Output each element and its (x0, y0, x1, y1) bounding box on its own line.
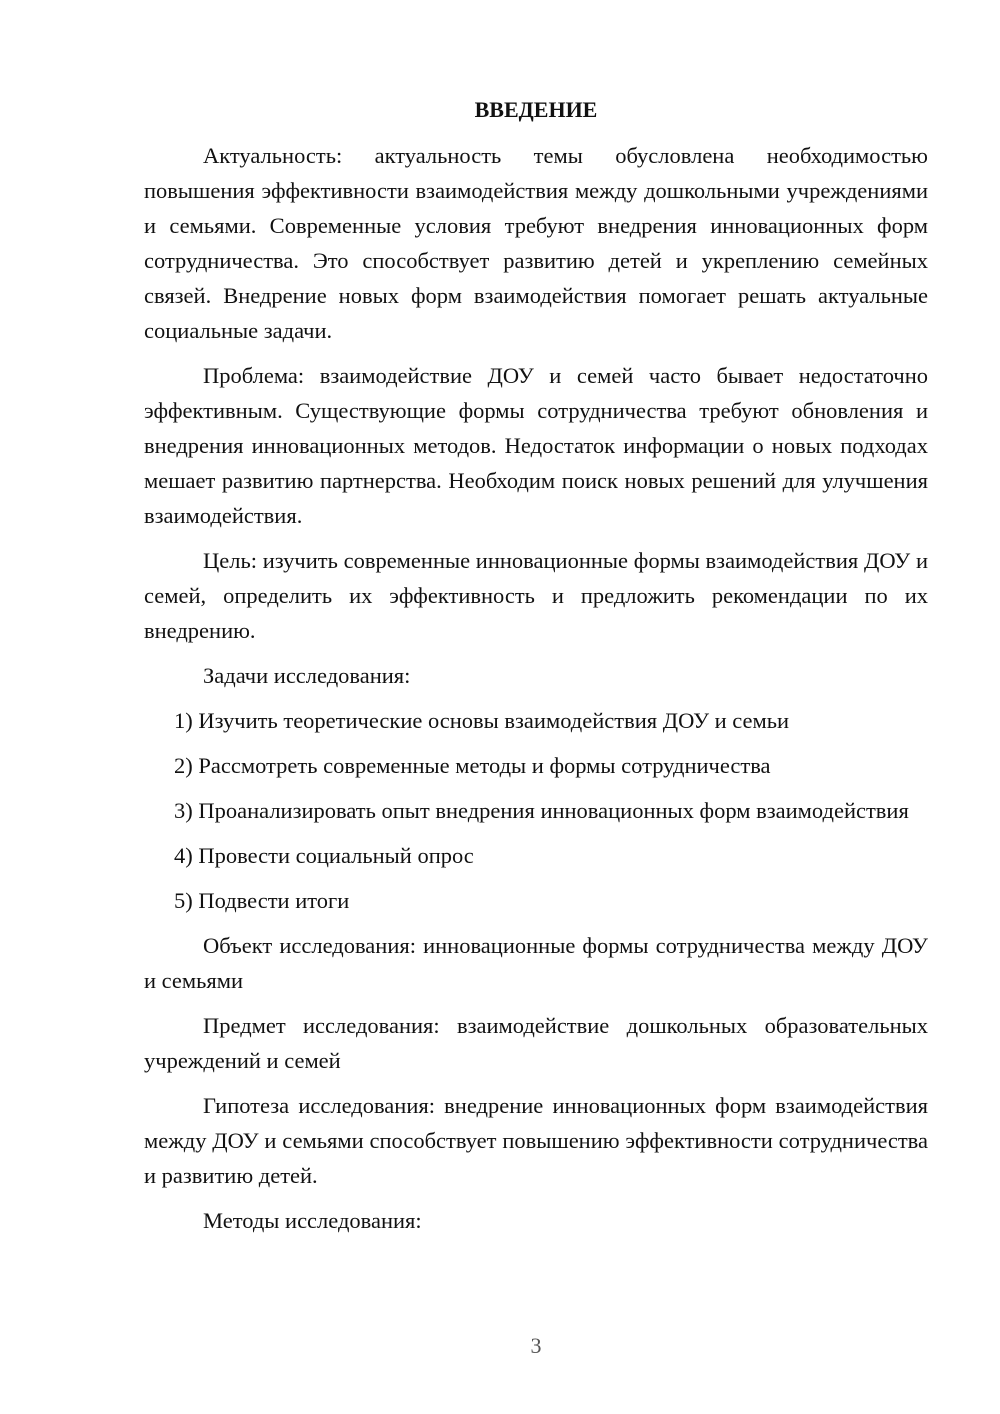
paragraph-goal: Цель: изучить современные инновационные формы взаимодействия ДОУ и семей, определить их эффективность и предложить рекомендации по их внедрению. (144, 548, 928, 643)
paragraph-methods: Методы исследования: (203, 1208, 422, 1233)
paragraph-problem: Проблема: взаимодействие ДОУ и семей часто бывает недостаточно эффективным. Существующие формы сотрудничества требуют обновления и внедрения инновационных методов. Недостаток информации о новых подходах мешает развитию партнерства. Необходим поиск новых решений для улучшения взаимодействия. (144, 363, 928, 528)
task-item-1: 1) Изучить теоретические основы взаимодействия ДОУ и семьи (174, 708, 790, 733)
paragraph-object: Объект исследования: инновационные формы сотрудничества между ДОУ и семьями (144, 933, 928, 993)
paragraph-relevance: Актуальность: актуальность темы обусловлена необходимостью повышения эффективности взаимодействия между дошкольными учреждениями и семьями. Современные условия требуют внедрения инновационных форм сотрудничества. Это способствует развитию детей и укреплению семейных связей. Внедрение новых форм взаимодействия помогает решать актуальные социальные задачи. (144, 143, 928, 343)
document-body (144, 92, 928, 1248)
section-heading: ВВЕДЕНИЕ (474, 97, 598, 122)
paragraph-hypothesis: Гипотеза исследования: внедрение инновационных форм взаимодействия между ДОУ и семьями способствует повышению эффективности сотрудничества и развитию детей. (144, 1093, 928, 1188)
task-item-5: 5) Подвести итоги (174, 888, 350, 913)
task-item-4: 4) Провести социальный опрос (174, 843, 474, 868)
page-number: 3 (530, 1333, 542, 1358)
paragraph-tasks-title: Задачи исследования: (203, 663, 411, 688)
paragraph-subject: Предмет исследования: взаимодействие дошкольных образовательных учреждений и семей (144, 1013, 928, 1073)
task-item-2: 2) Рассмотреть современные методы и формы сотрудничества (174, 753, 771, 778)
task-item-3: 3) Проанализировать опыт внедрения инновационных форм взаимодействия (174, 798, 909, 823)
